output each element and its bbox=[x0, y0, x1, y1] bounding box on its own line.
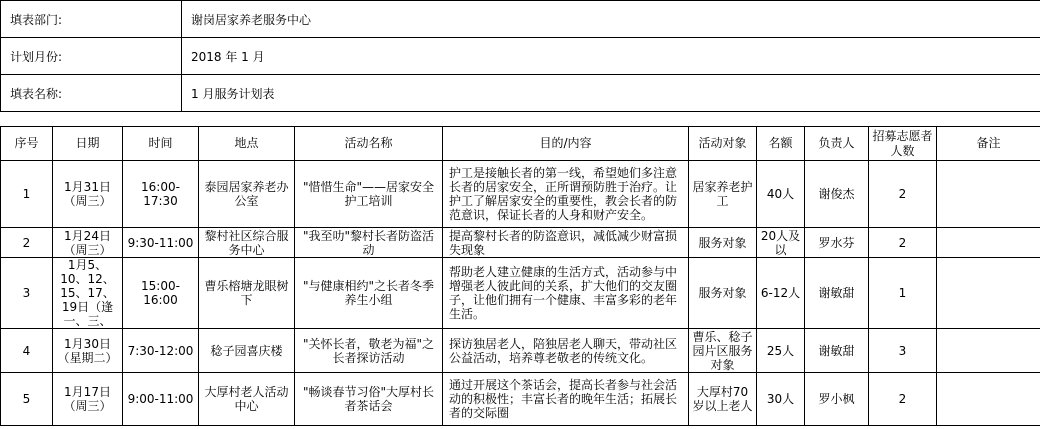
cell-time: 16:00-17:30 bbox=[123, 161, 199, 228]
cell-remark bbox=[937, 228, 1040, 258]
cell-place: 泰园居家养老办公室 bbox=[199, 161, 295, 228]
info-row-month bbox=[1, 38, 1040, 75]
cell-activity: "惜惜生命"——居家安全护工培训 bbox=[295, 161, 443, 228]
cell-quota: 6-12人 bbox=[757, 258, 805, 329]
cell-content: 护工是接触长者的第一线，希望她们多注意长者的居家安全，正所谓预防胜于治疗。让护工了解居家安全的重要性，教会长者的防范意识，保证长者的人身和财产安全。 bbox=[443, 161, 689, 228]
table-row bbox=[1, 228, 1040, 258]
table-row bbox=[1, 258, 1040, 329]
cell-volunteers: 1 bbox=[869, 258, 937, 329]
cell-activity: "关怀长者，敬老为福"之长者探访活动 bbox=[295, 329, 443, 373]
info-row-name bbox=[1, 75, 1040, 112]
header-date: 日期 bbox=[53, 127, 123, 161]
cell-volunteers: 2 bbox=[869, 228, 937, 258]
cell-place: 曹乐榕塘龙眼树下 bbox=[199, 258, 295, 329]
header-place: 地点 bbox=[199, 127, 295, 161]
cell-target: 服务对象 bbox=[689, 258, 757, 329]
cell-quota: 25人 bbox=[757, 329, 805, 373]
header-remark: 备注 bbox=[937, 127, 1040, 161]
cell-no: 4 bbox=[1, 329, 53, 373]
cell-date: 1月5、10、12、15、17、19日（逢一、三、 bbox=[53, 258, 123, 329]
cell-place: 大厚村老人活动中心 bbox=[199, 373, 295, 426]
dept-label: 填表部门: bbox=[1, 1, 182, 38]
table-row bbox=[1, 373, 1040, 426]
cell-date: 1月24日（周三） bbox=[53, 228, 123, 258]
cell-owner: 罗水芬 bbox=[805, 228, 869, 258]
name-value: 1 月服务计划表 bbox=[182, 75, 1040, 112]
header-time: 时间 bbox=[123, 127, 199, 161]
cell-owner: 罗小枫 bbox=[805, 373, 869, 426]
cell-owner: 谢敏甜 bbox=[805, 329, 869, 373]
cell-activity: "畅谈春节习俗"大厚村长者茶话会 bbox=[295, 373, 443, 426]
cell-no: 1 bbox=[1, 161, 53, 228]
cell-time: 15:00-16:00 bbox=[123, 258, 199, 329]
cell-content: 帮助老人建立健康的生活方式，活动参与中增强老人彼此间的关系，扩大他们的交友圈子，让他们拥有一个健康、丰富多彩的老年生活。 bbox=[443, 258, 689, 329]
cell-volunteers: 3 bbox=[869, 329, 937, 373]
cell-quota: 30人 bbox=[757, 373, 805, 426]
header-activity: 活动名称 bbox=[295, 127, 443, 161]
cell-no: 3 bbox=[1, 258, 53, 329]
cell-volunteers: 2 bbox=[869, 373, 937, 426]
header-target: 活动对象 bbox=[689, 127, 757, 161]
cell-place: 黎村社区综合服务中心 bbox=[199, 228, 295, 258]
cell-activity: "与健康相约"之长者冬季养生小组 bbox=[295, 258, 443, 329]
table-header-row bbox=[1, 127, 1040, 161]
cell-no: 2 bbox=[1, 228, 53, 258]
header-content: 目的/内容 bbox=[443, 127, 689, 161]
cell-target: 服务对象 bbox=[689, 228, 757, 258]
cell-owner: 谢俊杰 bbox=[805, 161, 869, 228]
service-plan-table bbox=[0, 126, 1040, 426]
cell-content: 提高黎村长者的防盗意识，减低减少财富损失现象 bbox=[443, 228, 689, 258]
cell-time: 9:00-11:00 bbox=[123, 373, 199, 426]
name-label: 填表名称: bbox=[1, 75, 182, 112]
cell-date: 1月30日（星期二） bbox=[53, 329, 123, 373]
cell-content: 探访独居老人，陪独居老人聊天，带动社区公益活动，培养尊老敬老的传统文化。 bbox=[443, 329, 689, 373]
cell-volunteers: 2 bbox=[869, 161, 937, 228]
cell-time: 9:30-11:00 bbox=[123, 228, 199, 258]
header-owner: 负责人 bbox=[805, 127, 869, 161]
cell-date: 1月17日（周三） bbox=[53, 373, 123, 426]
header-quota: 名额 bbox=[757, 127, 805, 161]
cell-target: 居家养老护工 bbox=[689, 161, 757, 228]
dept-value: 谢岗居家养老服务中心 bbox=[182, 1, 1040, 38]
cell-no: 5 bbox=[1, 373, 53, 426]
cell-quota: 40人 bbox=[757, 161, 805, 228]
cell-owner: 谢敏甜 bbox=[805, 258, 869, 329]
header-no: 序号 bbox=[1, 127, 53, 161]
cell-place: 稔子园喜庆楼 bbox=[199, 329, 295, 373]
month-label: 计划月份: bbox=[1, 38, 182, 75]
info-table bbox=[0, 0, 1040, 112]
cell-content: 通过开展这个茶话会，提高长者参与社会活动的积极性；丰富长者的晚年生活；拓展长者的交际圈 bbox=[443, 373, 689, 426]
table-row bbox=[1, 329, 1040, 373]
cell-remark bbox=[937, 161, 1040, 228]
header-volunteers: 招募志愿者人数 bbox=[869, 127, 937, 161]
cell-remark bbox=[937, 373, 1040, 426]
cell-target: 大厚村70岁以上老人 bbox=[689, 373, 757, 426]
cell-time: 7:30-12:00 bbox=[123, 329, 199, 373]
cell-remark bbox=[937, 329, 1040, 373]
cell-activity: "我至叻"黎村长者防盗活动 bbox=[295, 228, 443, 258]
info-row-dept bbox=[1, 1, 1040, 38]
month-value: 2018 年 1 月 bbox=[182, 38, 1040, 75]
cell-quota: 20人及以 bbox=[757, 228, 805, 258]
cell-date: 1月31日（周三） bbox=[53, 161, 123, 228]
cell-remark bbox=[937, 258, 1040, 329]
table-row bbox=[1, 161, 1040, 228]
cell-target: 曹乐、稔子园片区服务对象 bbox=[689, 329, 757, 373]
